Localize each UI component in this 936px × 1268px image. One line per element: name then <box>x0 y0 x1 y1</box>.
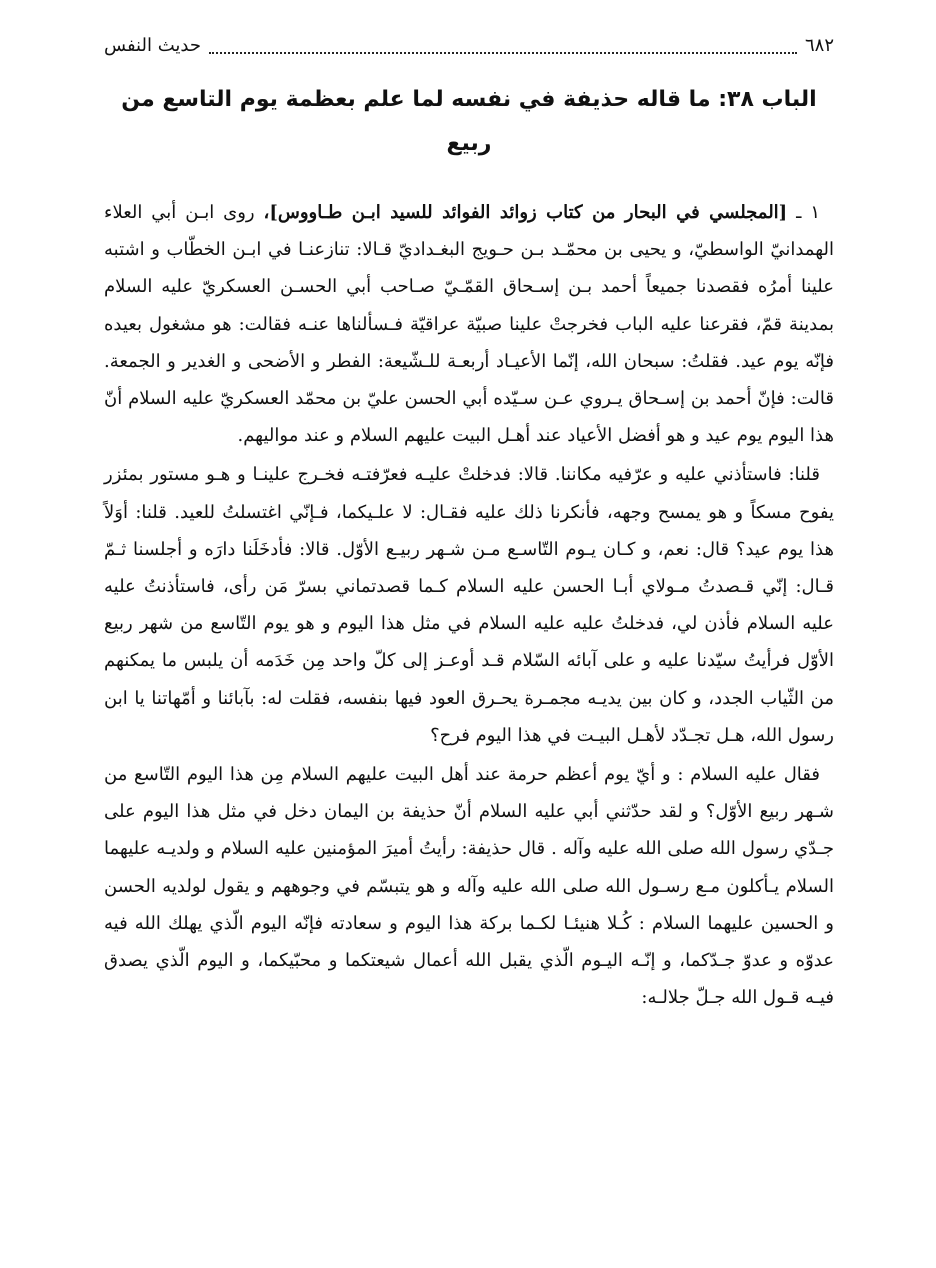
paragraph-1 <box>104 194 834 454</box>
paragraph-2: قلنا: فاستأذني عليه و عرّفيه مكاننا. قالا: فدخلتْ عليـه فعرّفتـه فخـرج علينـا و هـو مستور بمئزر يفوح مسكاً و هو يمسح وجهه، فأنكرنا ذلك عليه فقـال: لا علـيكما، فـإنّي اغتسلتُ للعيد. قلنا: أوَلاً هذا يوم عيد؟ قال: نعم، و كـان يـوم التّاسـع مـن شـهر ربيـع الأوّل. قالا: فأدخَلَنا دارَه و أجلسنا ثـمّ قـال: إنّي قـصدتُ مـولاي أبـا الحسن عليه السلام كـما قصدتماني بسرّ مَن رأى، فاستأذنتُ عليه عليه السلام فأذن لي، فدخلتُ عليه عليه السلام في مثل هذا اليوم و هو يوم التّاسع من شهر ربيع الأوّل فرأيتُ سيّدنا عليه و على آبائه السّلام قـد أوعـز إلى كلّ واحد مِن خَدَمه أن يلبس ما يمكنهم من الثّياب الجدد، و كان بين يديـه مجمـرة يحـرق العود فيها بنفسه، فقلت له: بآبائنا و أمّهاتنا يا ابن رسول الله، هـل تجـدّد لأهـل البيـت في هذا اليوم فرح؟ <box>104 464 834 746</box>
book-page <box>104 28 834 1228</box>
hadith-number: ١ ـ <box>796 202 820 223</box>
dotted-leader <box>209 51 797 54</box>
page-body <box>104 194 834 1016</box>
page-number: ٦٨٢ <box>804 35 834 56</box>
running-header <box>104 28 834 64</box>
running-title: حديث النفس <box>104 35 201 56</box>
paragraph-1-text: روى ابـن أبي العلاء الهمدانيّ الواسطيّ، و يحيى بن محمّـد بـن حـويج البغـداديّ قـالا: تنازعنـا في ابـن الخطّاب و اشتبه علينا أمرُه فقصدنا جميعاً أحمد بـن إسـحاق القمّـيّ صـاحب أبي الحسـن العسكريّ عليه السلام بمدينة قمّ، فقرعنا عليه الباب فخرجتْ علينا صبيّة عراقيّة فـسألناها عنـه فقالت: هو مشغول بعيده فإنّه يوم عيد. فقلتُ: سبحان الله، إنّما الأعيـاد أربعـة للـشّيعة: الفطر و الأضحى و الغدير و الجمعة. قالت: فإنّ أحمد بن إسـحاق يـروي عـن سـيّده أبي الحسن عليّ بن محمّد العسكريّ عليه السلام أنّ هذا اليوم يوم عيد و هو أفضل الأعياد عند أهـل البيت عليهم السلام و عند مواليهم. <box>104 202 834 447</box>
chapter-title: الباب ٣٨: ما قاله حذيفة في نفسه لما علم بعظمة يوم التاسع من ربيع <box>121 87 817 156</box>
paragraph-3: فقال عليه السلام : و أيّ يوم أعظم حرمة عند أهل البيت عليهم السلام مِن هذا اليوم التّاسع من شـهر ربيع الأوّل؟ و لقد حدّثني أبي عليه السلام أنّ حذيفة بن اليمان دخل في مثل هذا اليوم على جـدّي رسول الله صلى الله عليه وآله . قال حذيفة: رأيتُ أميرَ المؤمنين عليه السلام و ولديـه عليهما السلام يـأكلون مـع رسـول الله صلى الله عليه وآله و هو يتبسّم في وجوههم و يقول لولديه الحسن و الحسين عليهما السلام : كُـلا هنيئـا لكـما بركة هذا اليوم و سعادته فإنّه اليوم الّذي يهلك الله فيه عدوّه و عدوّ جـدّكما، و إنّـه اليـوم الّذي يقبل الله أعمال شيعتكما و محبّيكما، و اليوم الّذي يصدق فيـه قـول الله جـلّ جلالـه: <box>104 764 834 1009</box>
source-citation: [المجلسي في البحار من كتاب زوائد الفوائد للسيد ابـن طـاووس]، <box>263 202 788 223</box>
